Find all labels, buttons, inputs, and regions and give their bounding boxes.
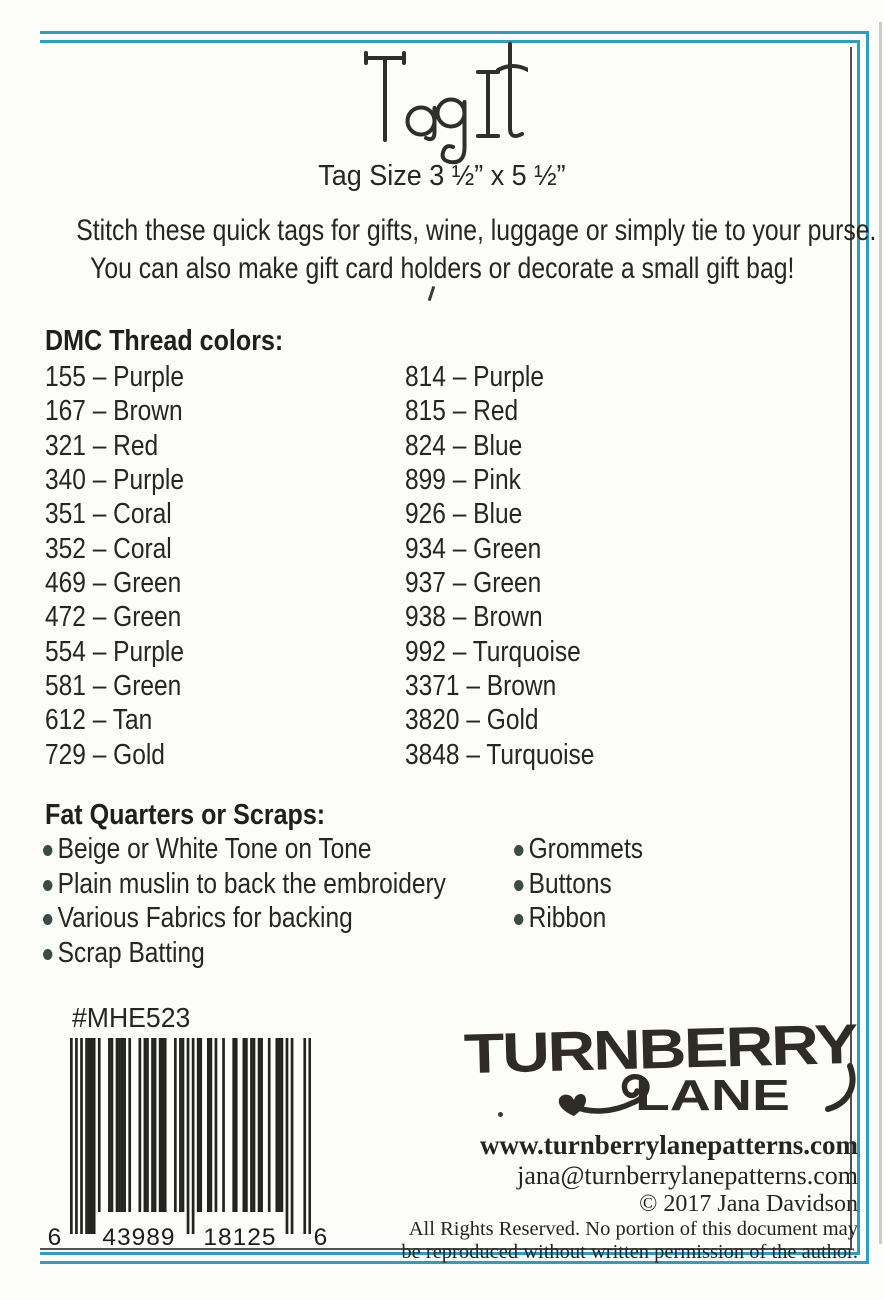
thread-color-item: 824 – Blue	[405, 429, 523, 462]
copyright-line: © 2017 Jana Davidson	[639, 1191, 858, 1217]
scan-speck	[498, 1112, 503, 1117]
thread-color-item: 899 – Pink	[405, 464, 521, 497]
thread-color-item: 469 – Green	[45, 567, 182, 600]
thread-color-item: 992 – Turquoise	[405, 635, 581, 668]
thread-colors-heading-text: DMC Thread colors:	[45, 325, 284, 357]
intro-line-2	[0, 252, 884, 286]
email-address: jana@turnberrylanepatterns.com	[517, 1161, 858, 1190]
barcode-digit-left: 6	[47, 1224, 63, 1251]
thread-color-item: 926 – Blue	[405, 498, 523, 531]
barcode-digit-right: 6	[313, 1224, 329, 1251]
thread-color-item: 814 – Purple	[405, 361, 544, 393]
thread-color-item: 581 – Green	[45, 670, 182, 703]
tag-size-line	[0, 160, 884, 193]
thread-color-item: 472 – Green	[45, 601, 182, 634]
page-title	[352, 32, 528, 166]
thread-color-item: 167 – Brown	[45, 395, 183, 428]
barcode-bars	[70, 1038, 311, 1234]
supply-item: Ribbon	[514, 901, 643, 936]
publisher-logo	[462, 1010, 860, 1118]
thread-colors-heading	[45, 325, 316, 358]
supply-item: Scrap Batting	[43, 936, 446, 971]
scan-edge-shadow	[879, 22, 882, 1244]
thread-color-item: 554 – Purple	[45, 635, 184, 668]
thread-color-item: 3848 – Turquoise	[405, 738, 595, 771]
barcode	[46, 1038, 346, 1250]
intro-line-1-text: Stitch these quick tags for gifts, wine, luggage or simply tie to your purse.	[76, 214, 877, 247]
supply-item: Grommets	[514, 832, 643, 867]
supplies-column-2	[514, 832, 664, 936]
thread-color-item: 340 – Purple	[45, 464, 184, 497]
thread-color-item: 3820 – Gold	[405, 704, 539, 737]
supply-item: Buttons	[514, 867, 643, 902]
supply-item: Beige or White Tone on Tone	[43, 832, 446, 867]
thread-color-item: 351 – Coral	[45, 498, 172, 531]
thread-color-item: 612 – Tan	[45, 704, 153, 737]
scan-artifact	[428, 286, 435, 301]
thread-color-item: 815 – Red	[405, 395, 519, 428]
tag-size-text: Tag Size 3 ½” x 5 ½”	[318, 160, 566, 192]
intro-line-2-text: You can also make gift card holders or decorate a small gift bag!	[89, 252, 795, 285]
supply-item: Various Fabrics for backing	[43, 901, 446, 936]
thread-colors-column-1	[45, 360, 207, 772]
thread-color-item: 3371 – Brown	[405, 670, 557, 703]
website-link: www.turnberrylanepatterns.com	[480, 1130, 858, 1160]
thread-color-item: 937 – Green	[405, 567, 542, 600]
heart-icon	[559, 1094, 586, 1116]
thread-color-item: 934 – Green	[405, 532, 542, 565]
supplies-column-1	[43, 832, 511, 970]
publisher-logo-art	[462, 1010, 860, 1118]
rights-line-1: All Rights Reserved. No portion of this document may	[408, 1218, 858, 1240]
thread-color-item: 729 – Gold	[45, 738, 165, 771]
barcode-digit-group-1: 43989	[102, 1224, 176, 1251]
rights-line-2: be reproduced without written permission of the author.	[401, 1241, 858, 1263]
supplies-heading	[45, 799, 363, 832]
thread-color-item: 321 – Red	[45, 429, 159, 462]
thread-color-item: 155 – Purple	[45, 361, 184, 393]
supplies-heading-text: Fat Quarters or Scraps:	[45, 799, 326, 831]
intro-line-1	[0, 214, 884, 248]
sku-text: #MHE523	[72, 1002, 191, 1033]
sku-label	[72, 1002, 197, 1034]
thread-color-item: 352 – Coral	[45, 532, 172, 565]
logo-line-1: TURNBERRY	[463, 1013, 797, 1086]
logo-line-2: LANE	[635, 1071, 790, 1118]
title-lettering-icon	[352, 32, 528, 166]
thread-color-item: 938 – Brown	[405, 601, 543, 634]
publisher-contact-block	[401, 1130, 858, 1264]
barcode-digit-group-2: 18125	[203, 1224, 277, 1251]
thread-colors-column-2	[405, 360, 625, 772]
supply-item: Plain muslin to back the embroidery	[43, 867, 446, 902]
